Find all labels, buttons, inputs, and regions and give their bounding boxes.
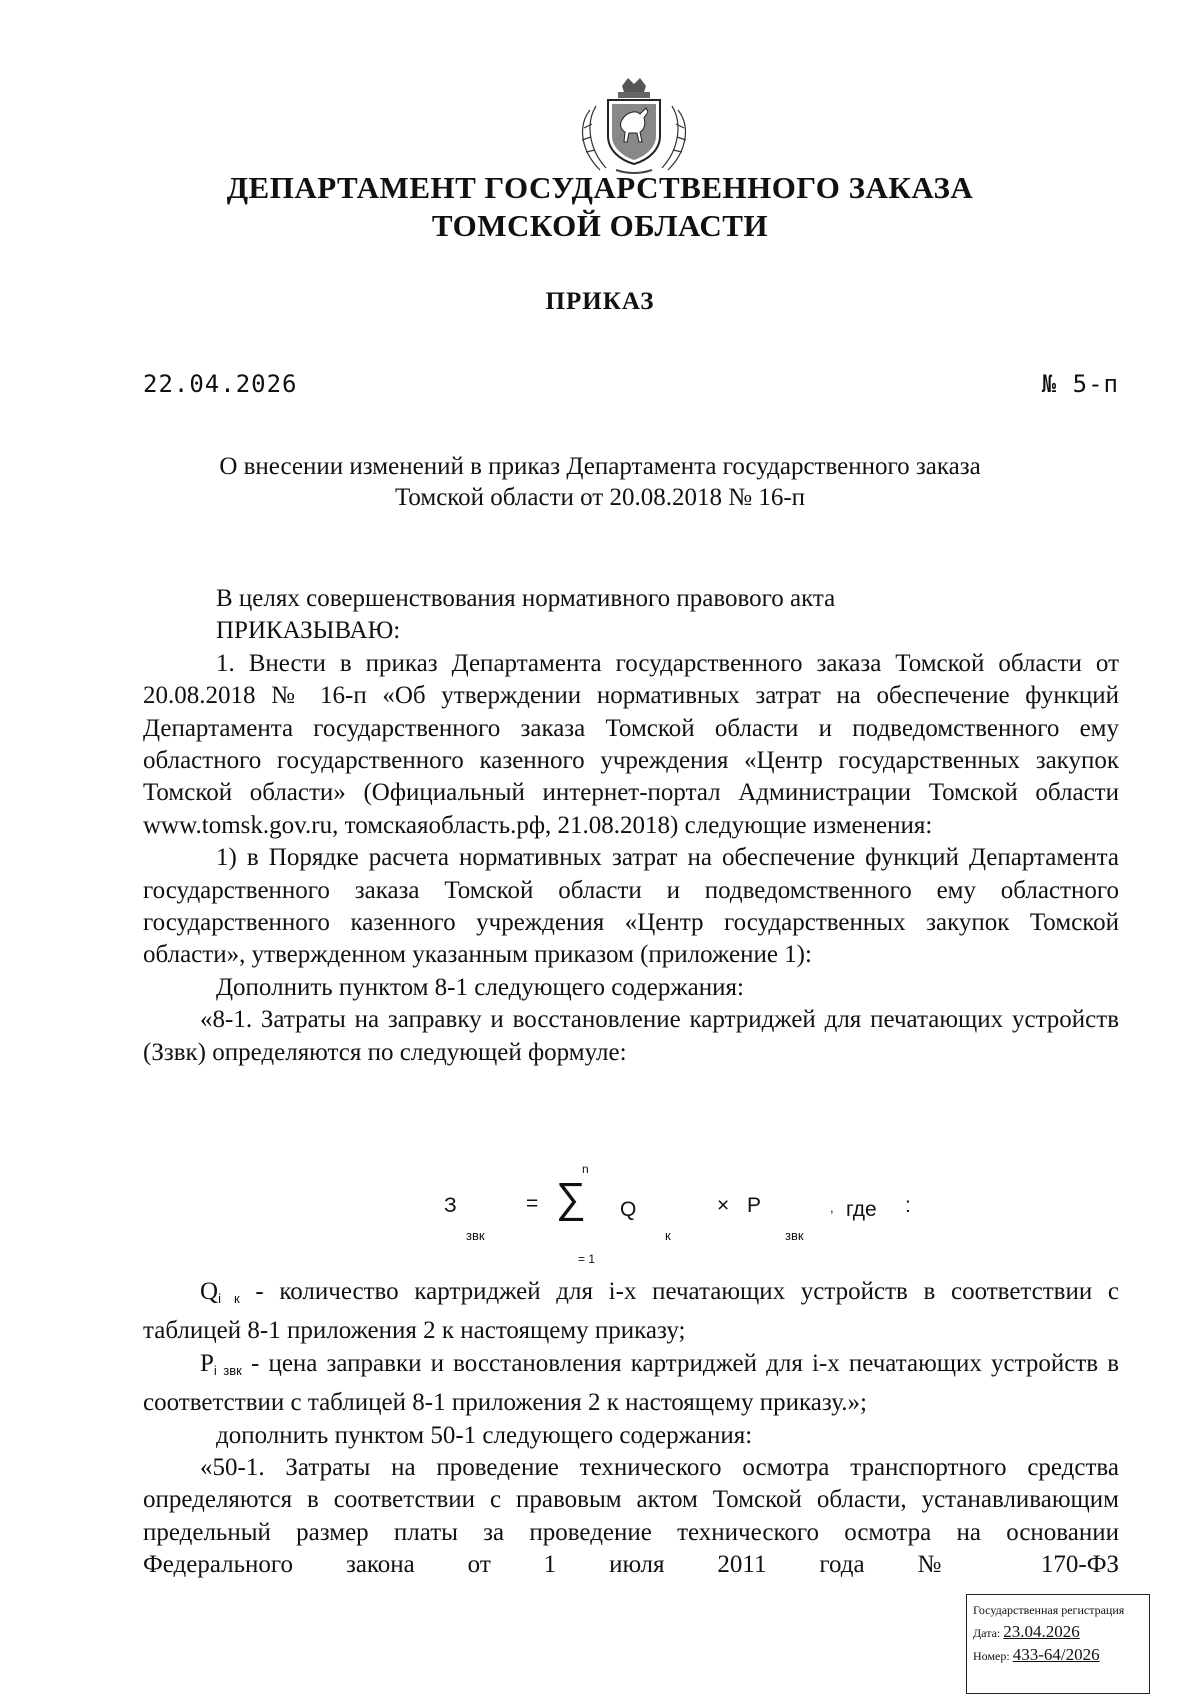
document-type: ПРИКАЗ [545, 288, 655, 315]
paragraph: дополнить пунктом 50-1 следующего содержания: [216, 1421, 753, 1449]
definition-p [143, 1348, 1119, 1420]
formula-z: З [444, 1194, 457, 1217]
document-body [143, 583, 1119, 1069]
paragraph: «50-1. Затраты на проведение технического осмотра транспортного средства определяются в соответствии с правовым актом Томской области, устанавливающим предельный размер платы за проведение технического осмотра на основании Федерального закона от 1 июля 2011 года № 170-ФЗ [143, 1454, 1119, 1579]
stamp-date-value: 23.04.2026 [1003, 1622, 1080, 1641]
formula-where: где [846, 1198, 877, 1221]
formula-equals: = [526, 1192, 539, 1215]
formula-comma: , [830, 1200, 834, 1215]
symbol-q-subscript: i к [218, 1291, 240, 1306]
paragraph: Дополнить пунктом 8-1 следующего содержания: [216, 973, 744, 1001]
subject-line1: О внесении изменений в приказ Департамента государственного заказа [219, 453, 981, 480]
paragraph: В целях совершенствования нормативного правового акта [216, 585, 836, 612]
definition-q-text: - количество картриджей для i-х печатающих устройств в соответствии с таблицей 8-1 приложения 2 к настоящему приказу; [143, 1278, 1119, 1345]
stamp-number-value: 433-64/2026 [1012, 1645, 1100, 1664]
formula-p: P [747, 1194, 762, 1217]
symbol-q: Q [200, 1278, 219, 1305]
definition-p-text: - цена заправки и восстановления картриджей для i-х печатающих устройств в соответствии с таблицей 8-1 приложения 2 к настоящему приказу.»; [143, 1349, 1119, 1417]
paragraph: 1) в Порядке расчета нормативных затрат на обеспечение функций Департамента государственного заказа Томской области и подведомственного ему областного государственного казенного учреждения «Центр государственных закупок Томской области», утвержденном указанным приказом (приложение 1): [143, 844, 1119, 969]
document-date: 22.04.2026 [143, 370, 298, 398]
formula-colon: : [905, 1194, 911, 1217]
order-word: ПРИКАЗЫВАЮ: [216, 617, 401, 645]
symbol-p: P [200, 1349, 214, 1377]
paragraph: «8-1. Затраты на заправку и восстановление картриджей для печатающих устройств (Ззвк) определяются по следующей формуле: [143, 1006, 1119, 1066]
formula-upper-limit: n [582, 1162, 589, 1176]
formula-times: × [717, 1194, 730, 1217]
symbol-p-subscript: i звк [213, 1362, 242, 1378]
formula-q: Q [620, 1198, 637, 1221]
org-name-line2: ТОМСКОЙ ОБЛАСТИ [431, 208, 769, 243]
document-number: № 5-п [1041, 370, 1119, 398]
cartridge-cost-formula [0, 1162, 1200, 1278]
formula-lower-limit: = 1 [578, 1252, 596, 1266]
tomsk-coat-of-arms-icon [570, 70, 698, 178]
formula-z-subscript: звк [466, 1228, 485, 1243]
org-name-line1: ДЕПАРТАМЕНТ ГОСУДАРСТВЕННОГО ЗАКАЗА [226, 170, 974, 205]
subject-line2: Томской области от 20.08.2018 № 16-п [394, 484, 806, 511]
document-body-continued [143, 1276, 1119, 1582]
stamp-title: Государственная регистрация [973, 1603, 1125, 1617]
stamp-date-label: Дата: [973, 1626, 1001, 1640]
definition-q [143, 1276, 1119, 1348]
formula-q-subscript: к [665, 1228, 671, 1243]
document-subject [0, 451, 1200, 513]
stamp-number-label: Номер: [973, 1649, 1010, 1663]
stamp-date-row [973, 1621, 1143, 1644]
paragraph: 1. Внести в приказ Департамента государственного заказа Томской области от 20.08.2018 № 16-п «Об утверждении нормативных затрат на обеспечение функций Департамента государственного заказа Томской области и подведомственного ему областного государственного казенного учреждения «Центр государственных закупок Томской области» (Официальный интернет-портал Администрации Томской области www.tomsk.gov.ru, томскаяобласть.рф, 21.08.2018) следующие изменения: [143, 649, 1119, 839]
registration-stamp [966, 1594, 1150, 1694]
formula-p-subscript: звк [785, 1228, 804, 1243]
stamp-number-row [973, 1644, 1143, 1667]
formula-sigma: ∑ [556, 1174, 586, 1221]
